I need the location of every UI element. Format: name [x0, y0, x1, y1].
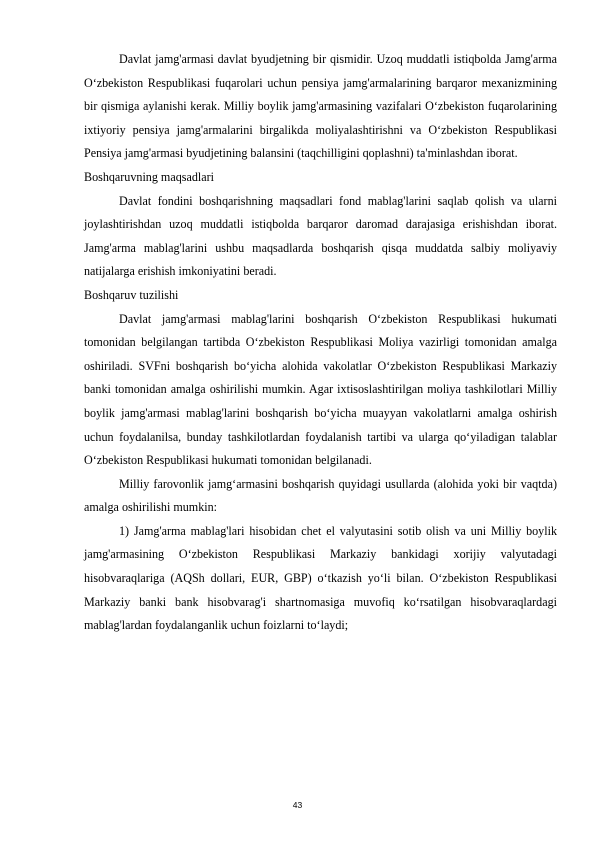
heading-management-structure: Boshqaruv tuzilishi	[84, 287, 179, 302]
page-number: 43	[292, 800, 303, 810]
heading-management-goals: Boshqaruvning maqsadlari	[84, 169, 214, 184]
paragraph-management-structure: Davlat jamg'armasi mablag'larini boshqarish O‘zbekiston Respublikasi hukumati tomonidan belgilangan tartibda O‘zbekiston Respublikasi Moliya vazirligi tomonidan amalga oshiriladi. SVFni boshqarish bo‘yicha alohida vakolatlar O‘zbekiston Respublikasi Markaziy banki tomonidan amalga oshirilishi mumkin. Agar ixtisoslashtirilgan moliya tashkilotlari Milliy boylik jamg'armasi mablag'larini boshqarish bo‘yicha muayyan vakolatlarni amalga oshirish uchun foydalanilsa, bunday tashkilotlardan foydalanish tartibi va ularga qo‘yiladigan talablar O‘zbekiston Respublikasi hukumati tomonidan belgilanadi.	[84, 311, 557, 468]
paragraph-management-goals: Davlat fondini boshqarishning maqsadlari fond mablag'larini saqlab qolish va ularni joylashtirishdan uzoq muddatli istiqbolda barqaror daromad darajasiga erishishdan iborat. Jamg'arma mablag'larini ushbu maqsadlarda boshqarish qisqa muddatda salbiy moliyaviy natijalarga erishish imkoniyatini beradi.	[84, 193, 557, 279]
paragraph-method-1: 1) Jamg'arma mablag'lari hisobidan chet el valyutasini sotib olish va uni Milliy boylik jamg'armasining O‘zbekiston Respublikasi Markaziy bankidagi xorijiy valyutadagi hisobvaraqlariga (AQSh dollari, EUR, GBP) o‘tkazish yo‘li bilan. O‘zbekiston Respublikasi Markaziy banki bank hisobvarag'i shartnomasiga muvofiq ko‘rsatilgan hisobvaraqlardagi mablag'lardan foydalanganlik uchun foizlarni to‘laydi;	[84, 523, 557, 633]
paragraph-fund-overview: Davlat jamg'armasi davlat byudjetning bir qismidir. Uzoq muddatli istiqbolda Jamg'arma O‘zbekiston Respublikasi fuqarolari uchun pensiya jamg'armalarining barqaror mexanizmining bir qismiga aylanishi kerak. Milliy boylik jamg'armasining vazifalari O‘zbekiston fuqarolarining ixtiyoriy pensiya jamg'armalarini birgalikda moliyalashtirishni va O‘zbekiston Respublikasi Pensiya jamg'armasi byudjetining balansini (taqchilligini qoplashni) ta'minlashdan iborat.	[84, 52, 557, 161]
document-body	[84, 48, 557, 638]
paragraph-management-methods-intro: Milliy farovonlik jamg‘armasini boshqarish quyidagi usullarda (alohida yoki bir vaqtda) amalga oshirilishi mumkin:	[84, 476, 557, 515]
